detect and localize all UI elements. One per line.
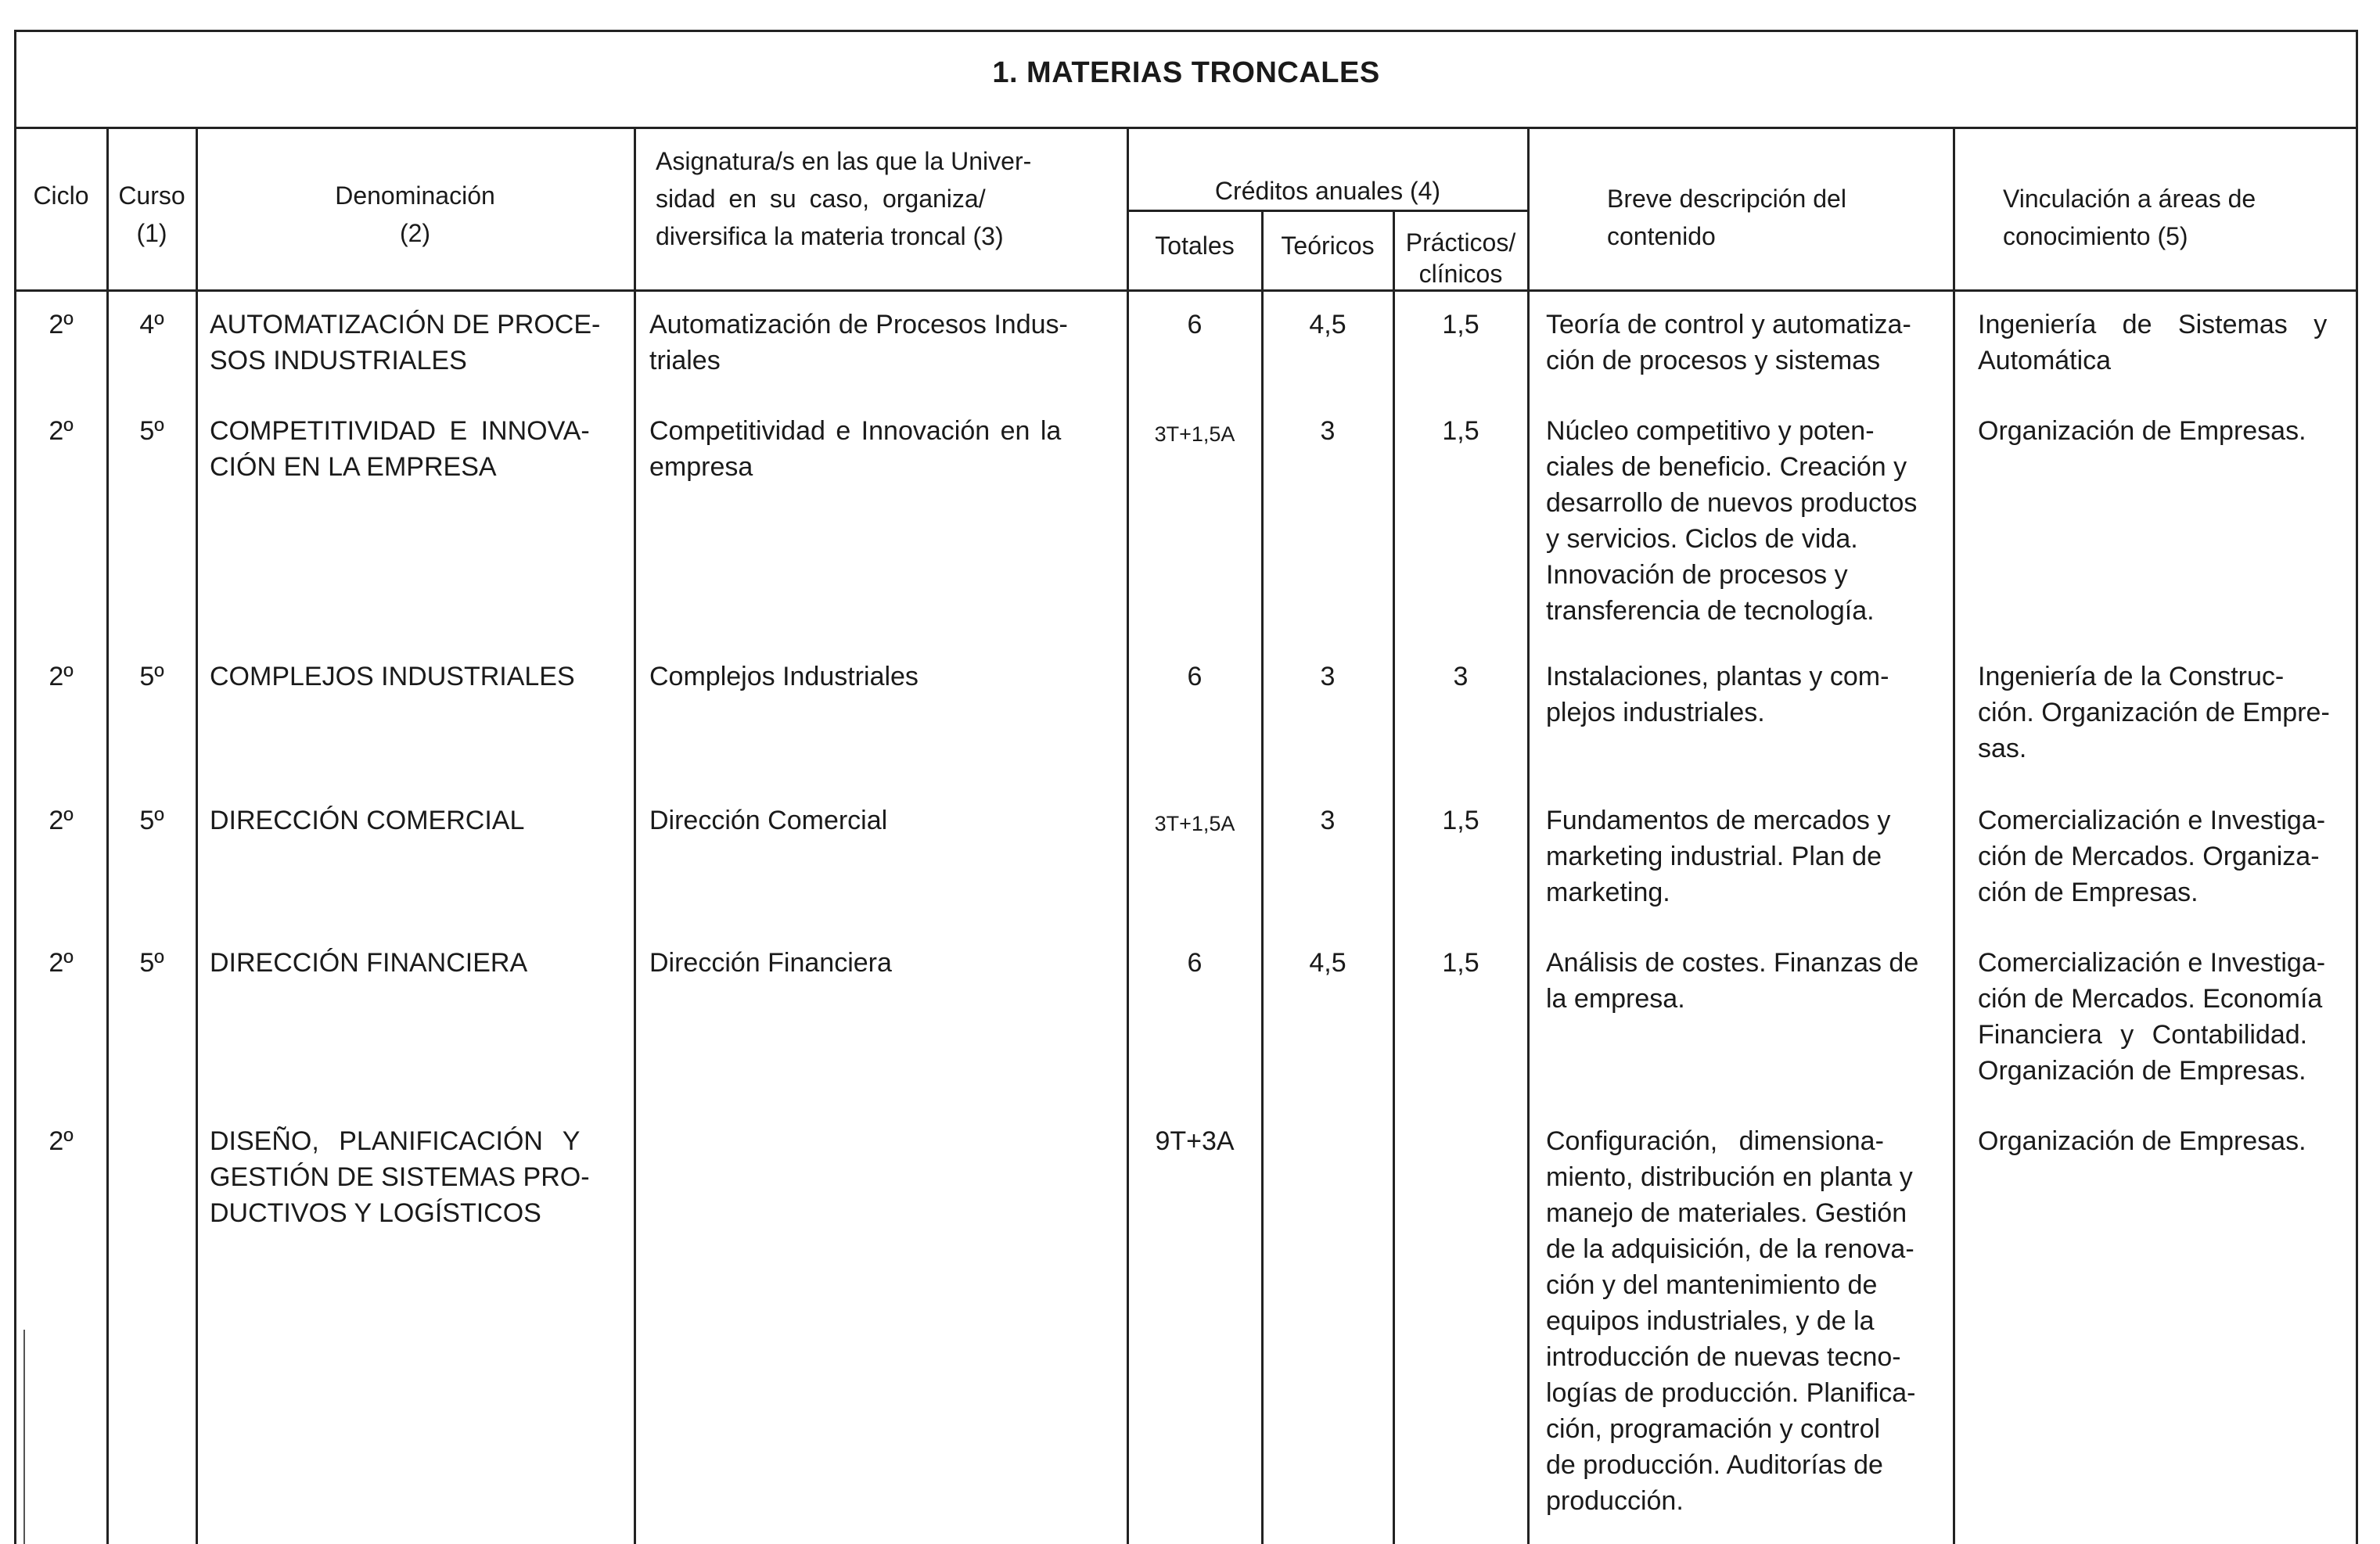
- header-creditos: Créditos anuales (4): [1214, 177, 1441, 205]
- cell-vinculacion: Ingeniería de la Construc- ción. Organización de Empre- sas.: [1978, 662, 2330, 763]
- cell-totales: 3T+1,5A: [1154, 422, 1235, 446]
- cell-curso: 4º: [139, 310, 164, 339]
- cell-ciclo: 2º: [49, 1126, 74, 1156]
- cell-ciclo: 2º: [49, 662, 74, 691]
- cell-curso: 5º: [139, 416, 164, 446]
- cell-practicos: 1,5: [1442, 806, 1479, 835]
- cell-asignatura: Automatización de Procesos Indus- triales: [649, 310, 1068, 375]
- cell-descripcion: Teoría de control y automatiza- ción de procesos y sistemas: [1546, 310, 1911, 375]
- cell-curso: 5º: [139, 948, 164, 978]
- col-divider: [1261, 212, 1264, 1544]
- cell-totales: 6: [1187, 948, 1203, 978]
- cell-totales: 3T+1,5A: [1154, 812, 1235, 835]
- cell-curso: 5º: [139, 662, 164, 691]
- cell-totales: 6: [1187, 310, 1203, 339]
- cell-teoricos: 3: [1320, 416, 1336, 446]
- cell-teoricos: 4,5: [1309, 948, 1346, 978]
- header-practicos: Prácticos/ clínicos: [1405, 228, 1516, 288]
- header-divider: [14, 289, 2358, 292]
- col-divider: [1953, 129, 1955, 1544]
- cell-practicos: 1,5: [1442, 948, 1479, 978]
- cell-denominacion: DISEÑO, PLANIFICACIÓN Y GESTIÓN DE SISTEMAS PRO- DUCTIVOS Y LOGÍSTICOS: [210, 1126, 590, 1228]
- header-teoricos: Teóricos: [1281, 232, 1375, 260]
- cell-denominacion: AUTOMATIZACIÓN DE PROCE- SOS INDUSTRIALES: [210, 310, 601, 375]
- header-descripcion: Breve descripción del contenido: [1607, 185, 1846, 250]
- cell-ciclo: 2º: [49, 310, 74, 339]
- header-curso: Curso (1): [118, 181, 185, 247]
- cell-practicos: 1,5: [1442, 310, 1479, 339]
- col-divider: [634, 129, 636, 1544]
- header-ciclo: Ciclo: [33, 181, 89, 210]
- cell-descripcion: Núcleo competitivo y poten- ciales de beneficio. Creación y desarrollo de nuevos productos y servicios. Ciclos de vida. Innovación de procesos y transferencia de tecnología.: [1546, 416, 1918, 626]
- cell-teoricos: 3: [1320, 662, 1336, 691]
- cell-descripcion: Análisis de costes. Finanzas de la empresa.: [1546, 948, 1919, 1014]
- cell-totales: 9T+3A: [1155, 1126, 1235, 1156]
- title-divider: [14, 127, 2358, 129]
- cell-denominacion: COMPETITIVIDAD E INNOVA- CIÓN EN LA EMPRESA: [210, 416, 590, 482]
- cell-denominacion: COMPLEJOS INDUSTRIALES: [210, 662, 575, 691]
- credits-divider: [1127, 210, 1527, 212]
- col-divider-faint: [23, 1330, 25, 1544]
- cell-asignatura: Dirección Comercial: [649, 806, 888, 835]
- cell-teoricos: 3: [1320, 806, 1336, 835]
- table-title: 1. MATERIAS TRONCALES: [992, 56, 1380, 89]
- cell-ciclo: 2º: [49, 806, 74, 835]
- col-divider: [1527, 129, 1530, 1544]
- cell-vinculacion: Organización de Empresas.: [1978, 1126, 2306, 1156]
- cell-practicos: 1,5: [1442, 416, 1479, 446]
- cell-asignatura: Competitividad e Innovación en la empresa: [649, 416, 1062, 482]
- cell-vinculacion: Comercialización e Investiga- ción de Mercados. Economía Financiera y Contabilidad. Organización de Empresas.: [1978, 948, 2326, 1086]
- cell-ciclo: 2º: [49, 416, 74, 446]
- header-vinculacion: Vinculación a áreas de conocimiento (5): [2003, 185, 2256, 250]
- cell-vinculacion: Ingeniería de Sistemas y Automática: [1978, 310, 2328, 375]
- header-asignatura: Asignatura/s en las que la Univer- sidad en su caso, organiza/ diversifica la materia troncal (3): [656, 147, 1032, 250]
- col-divider: [196, 129, 198, 1544]
- cell-vinculacion: Organización de Empresas.: [1978, 416, 2306, 446]
- cell-curso: 5º: [139, 806, 164, 835]
- cell-descripcion: Instalaciones, plantas y com- plejos industriales.: [1546, 662, 1889, 727]
- cell-totales: 6: [1187, 662, 1203, 691]
- cell-descripcion: Configuración, dimensiona- miento, distribución en planta y manejo de materiales. Gestión de la adquisición, de la renova- ción y del mantenimiento de equipos industriales, y de la introducción de nuevas tecno- logías de producción. Planifica- ción, programación y control de producción. Auditorías de producción.: [1546, 1126, 1916, 1516]
- col-divider: [1393, 212, 1395, 1544]
- cell-teoricos: 4,5: [1309, 310, 1346, 339]
- cell-descripcion: Fundamentos de mercados y marketing industrial. Plan de marketing.: [1546, 806, 1891, 907]
- header-denominacion: Denominación (2): [335, 181, 495, 247]
- cell-asignatura: Dirección Financiera: [649, 948, 892, 978]
- cell-denominacion: DIRECCIÓN FINANCIERA: [210, 948, 528, 978]
- cell-vinculacion: Comercialización e Investiga- ción de Mercados. Organiza- ción de Empresas.: [1978, 806, 2326, 907]
- cell-denominacion: DIRECCIÓN COMERCIAL: [210, 806, 525, 835]
- cell-asignatura: Complejos Industriales: [649, 662, 919, 691]
- cell-practicos: 3: [1453, 662, 1469, 691]
- cell-ciclo: 2º: [49, 948, 74, 978]
- header-totales: Totales: [1155, 232, 1235, 260]
